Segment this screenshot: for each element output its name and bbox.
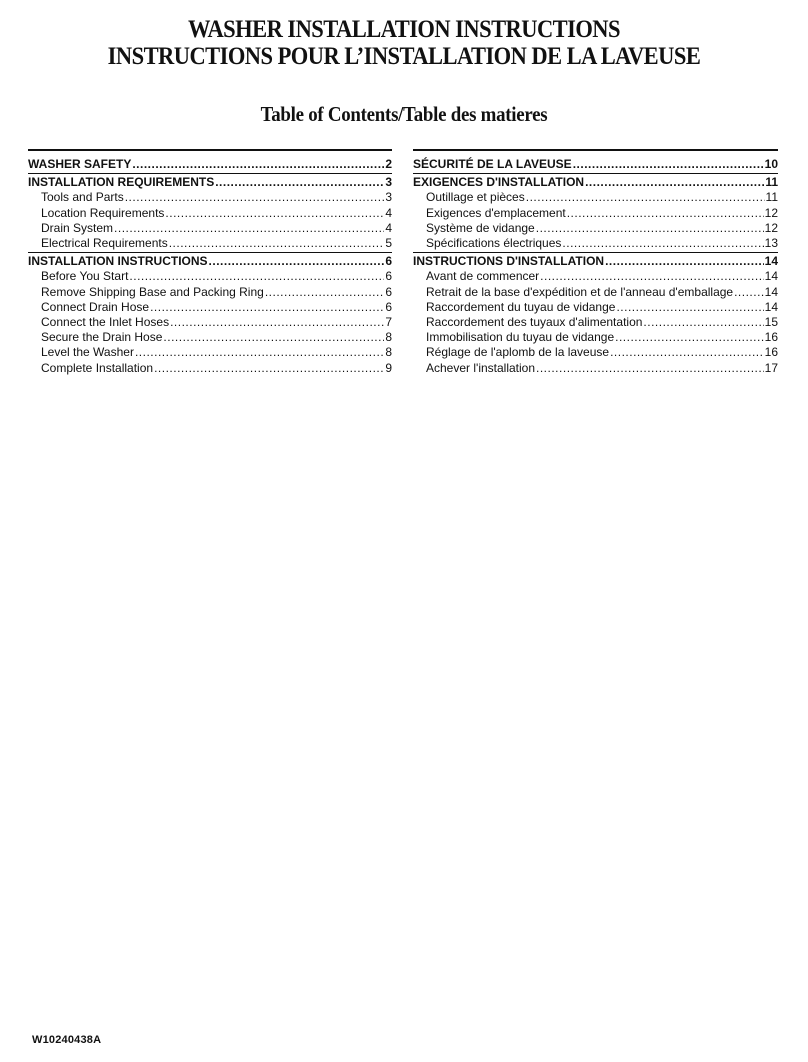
right-top-rule [413, 149, 778, 151]
toc-entry-label: Réglage de l'aplomb de la laveuse [426, 345, 610, 360]
english-toc-entry[interactable] [28, 157, 392, 172]
toc-entry-label: Connect Drain Hose [41, 299, 150, 314]
french-toc-entry[interactable] [413, 221, 778, 236]
toc-dot-leader [536, 221, 764, 236]
toc-dot-leader [170, 315, 384, 330]
toc-entry-label: Avant de commencer [426, 269, 540, 284]
toc-entry-page-number: 13 [764, 236, 778, 251]
toc-dot-leader [610, 345, 764, 360]
toc-entry-label: INSTRUCTIONS D'INSTALLATION [413, 254, 605, 269]
toc-dot-leader [132, 157, 384, 172]
toc-dot-leader [616, 300, 763, 315]
french-toc-entry[interactable] [413, 157, 778, 172]
toc-entry-page-number: 14 [764, 284, 778, 299]
toc-dot-leader [605, 254, 764, 269]
toc-entry-page-number: 6 [385, 299, 392, 314]
toc-entry-label: Spécifications électriques [426, 236, 562, 251]
toc-dot-leader [154, 361, 384, 376]
toc-dot-leader [585, 175, 764, 190]
toc-dot-leader [215, 175, 384, 190]
toc-entry-page-number: 10 [764, 157, 778, 171]
toc-dot-leader [573, 157, 764, 172]
toc-entry-label: WASHER SAFETY [28, 157, 132, 171]
toc-dot-leader [125, 190, 385, 205]
toc-entry-page-number: 7 [385, 315, 392, 330]
toc-entry-label: Complete Installation [41, 360, 154, 375]
toc-entry-label: Drain System [41, 220, 114, 235]
title-english: WASHER INSTALLATION INSTRUCTIONS [187, 16, 620, 43]
toc-entry-label: INSTALLATION INSTRUCTIONS [28, 254, 208, 269]
toc-entry-label: Before You Start [41, 269, 129, 284]
english-toc-entry[interactable] [28, 190, 392, 205]
toc-heading: Table of Contents/Table des matieres [260, 102, 548, 126]
toc-entry-label: Raccordement du tuyau de vidange [426, 299, 616, 314]
toc-entry-page-number: 9 [385, 360, 392, 375]
toc-entry-page-number: 16 [764, 330, 778, 345]
toc-entry-label: SÉCURITÉ DE LA LAVEUSE [413, 157, 572, 171]
toc-dot-leader [536, 361, 764, 376]
french-toc-entry[interactable] [413, 269, 778, 284]
toc-entry-label: Level the Washer [41, 345, 134, 360]
toc-entry-label: INSTALLATION REQUIREMENTS [28, 175, 215, 190]
toc-entry-page-number: 11 [765, 175, 778, 190]
toc-dot-leader [265, 285, 385, 300]
toc-entry-page-number: 4 [385, 220, 392, 235]
english-toc-entry[interactable] [28, 361, 392, 376]
french-toc-entry[interactable] [413, 315, 778, 330]
toc-entry-page-number: 15 [764, 315, 778, 330]
document-code: W10240438A [32, 1034, 102, 1046]
toc-entry-page-number: 6 [385, 269, 392, 284]
english-toc-entry[interactable] [28, 285, 392, 300]
english-toc-entry[interactable] [28, 173, 392, 190]
toc-dot-leader [150, 300, 384, 315]
french-toc-entry[interactable] [413, 285, 778, 300]
french-toc-entry[interactable] [413, 190, 778, 205]
french-toc-entry[interactable] [413, 252, 778, 269]
french-toc-entry[interactable] [413, 361, 778, 376]
toc-dot-leader [165, 206, 384, 221]
french-toc-entry[interactable] [413, 330, 778, 345]
toc-entry-page-number: 14 [764, 299, 778, 314]
toc-entry-page-number: 11 [765, 190, 778, 205]
french-toc-entry[interactable] [413, 236, 778, 251]
toc-entry-page-number: 17 [764, 360, 778, 375]
toc-entry-page-number: 4 [385, 205, 392, 220]
toc-entry-page-number: 3 [385, 175, 392, 190]
toc-entry-page-number: 14 [764, 269, 778, 284]
toc-entry-label: Connect the Inlet Hoses [41, 315, 170, 330]
toc-entry-page-number: 5 [385, 236, 392, 251]
toc-dot-leader [540, 269, 763, 284]
toc-entry-label: Retrait de la base d'expédition et de l'anneau d'emballage [426, 284, 734, 299]
toc-dot-leader [643, 315, 763, 330]
toc-dot-leader [129, 269, 384, 284]
toc-entry-label: EXIGENCES D'INSTALLATION [413, 175, 585, 190]
toc-entry-label: Achever l'installation [426, 360, 536, 375]
toc-entry-label: Exigences d'emplacement [426, 205, 566, 220]
french-toc-entry[interactable] [413, 206, 778, 221]
english-toc-entry[interactable] [28, 345, 392, 360]
toc-entry-page-number: 12 [764, 205, 778, 220]
toc-entry-page-number: 3 [385, 190, 392, 205]
toc-dot-leader [734, 285, 764, 300]
toc-entry-label: Electrical Requirements [41, 236, 168, 251]
english-toc-entry[interactable] [28, 330, 392, 345]
toc-entry-page-number: 16 [764, 345, 778, 360]
toc-entry-label: Outillage et pièces [426, 190, 525, 205]
english-toc-entry[interactable] [28, 315, 392, 330]
document-title [40, 16, 767, 70]
toc-entry-page-number: 8 [385, 345, 392, 360]
toc-entry-page-number: 6 [385, 284, 392, 299]
toc-entry-label: Raccordement des tuyaux d'alimentation [426, 315, 643, 330]
toc-entry-page-number: 8 [385, 330, 392, 345]
french-toc-entry[interactable] [413, 300, 778, 315]
toc-english-column [28, 157, 392, 376]
toc-dot-leader [169, 236, 385, 251]
toc-entry-label: Secure the Drain Hose [41, 330, 163, 345]
english-toc-entry[interactable] [28, 269, 392, 284]
toc-french-column [413, 157, 778, 376]
title-french: INSTRUCTIONS POUR L’INSTALLATION DE LA LAVEUSE [107, 43, 701, 70]
toc-entry-page-number: 14 [764, 254, 778, 269]
english-toc-entry[interactable] [28, 300, 392, 315]
toc-entry-label: Tools and Parts [41, 190, 124, 205]
toc-entry-label: Location Requirements [41, 205, 165, 220]
toc-dot-leader [114, 221, 384, 236]
english-toc-entry[interactable] [28, 206, 392, 221]
toc-dot-leader [135, 345, 384, 360]
left-top-rule [28, 149, 392, 151]
english-toc-entry[interactable] [28, 236, 392, 251]
toc-dot-leader [526, 190, 765, 205]
toc-entry-page-number: 2 [385, 157, 392, 171]
toc-entry-label: Remove Shipping Base and Packing Ring [41, 284, 264, 299]
toc-entry-label: Système de vidange [426, 220, 535, 235]
english-toc-entry[interactable] [28, 252, 392, 269]
toc-dot-leader [562, 236, 763, 251]
toc-dot-leader [209, 254, 385, 269]
toc-dot-leader [567, 206, 764, 221]
toc-entry-label: Immobilisation du tuyau de vidange [426, 330, 615, 345]
toc-dot-leader [615, 330, 764, 345]
french-toc-entry[interactable] [413, 345, 778, 360]
french-toc-entry[interactable] [413, 173, 778, 190]
toc-dot-leader [163, 330, 384, 345]
english-toc-entry[interactable] [28, 221, 392, 236]
toc-entry-page-number: 6 [385, 254, 392, 269]
toc-entry-page-number: 12 [764, 220, 778, 235]
